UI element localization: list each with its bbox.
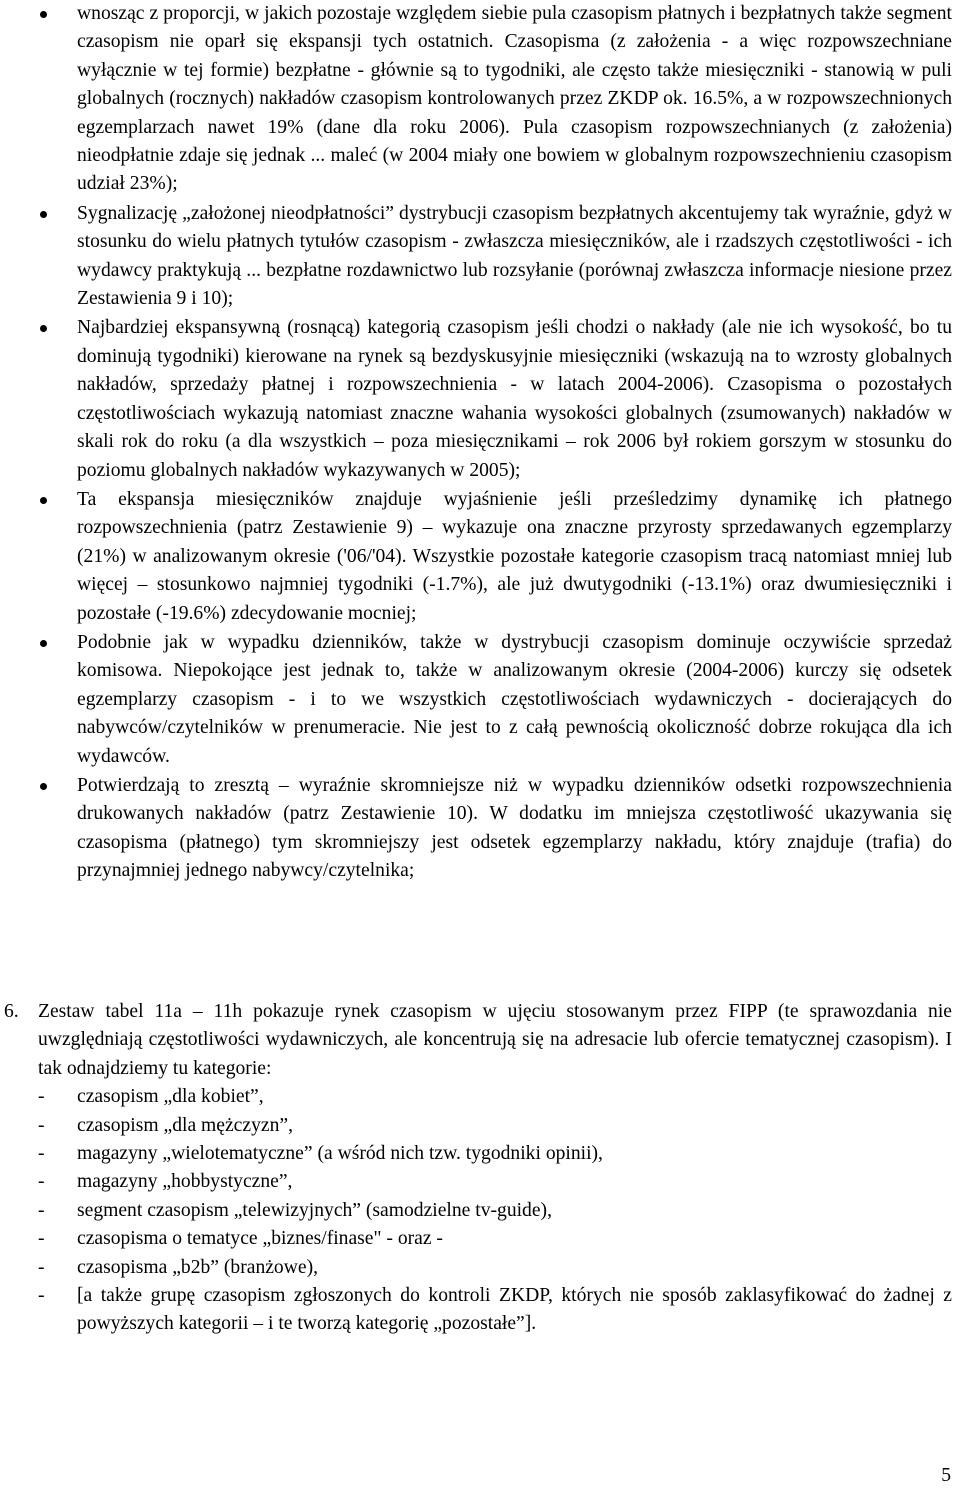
dash-marker: - <box>38 1086 45 1108</box>
list-item <box>0 1112 960 1140</box>
section-intro: Zestaw tabel 11a – 11h pokazuje rynek czasopism w ujęciu stosowanym przez FIPP (te sprawozdania nie uwzględniają częstotliwości wydawniczych, ale koncentrują się na adresacie lub ofercie tematycznej czasopism). I tak odnajdziemy tu kategorie: <box>38 1001 952 1079</box>
dash-marker: - <box>38 1199 45 1221</box>
category-text: magazyny „wielotematyczne” (a wśród nich tzw. tygodniki opinii), <box>77 1143 603 1165</box>
bullet-text: Podobnie jak w wypadku dzienników, także w dystrybucji czasopism dominuje oczywiście sprzedaż komisowa. Niepokojące jest jednak to, także w analizowanym okresie (2004-2006) kurczy się odsetek egzemplarzy czasopism - i to we wszystkich częstotliwościach wydawniczych - docierających do nabywców/czytelników w prenumeracie. Nie jest to z całą pewnością okoliczność dobrze rokująca dla ich wydawców. <box>77 631 952 767</box>
bullet-text: Ta ekspansja miesięczników znajduje wyjaśnienie jeśli prześledzimy dynamikę ich płatnego rozpowszechnienia (patrz Zestawienie 9) – wykazuje ona znaczne przyrosty sprzedawanych egzemplarzy (21%) w analizowanym okresie ('06/'04). Wszystkie pozostałe kategorie czasopism tracą natomiast mniej lub więcej – stosunkowo najmniej tygodniki (-1.7%), ale już dwutygodniki (-13.1%) oraz dwumiesięczniki i pozostałe (-19.6%) zdecydowanie mocniej; <box>77 488 952 624</box>
category-text: segment czasopism „telewizyjnych” (samodzielne tv-guide), <box>77 1199 552 1221</box>
list-item <box>0 1140 960 1168</box>
category-text: [a także grupę czasopism zgłoszonych do kontroli ZKDP, których nie sposób zaklasyfikować do żadnej z powyższych kategorii – i te tworzą kategorię „pozostałe”]. <box>77 1285 952 1335</box>
category-text: czasopisma „b2b” (branżowe), <box>77 1256 318 1278</box>
section-6 <box>0 998 960 1339</box>
category-text: czasopisma o tematyce „biznes/finase" - oraz - <box>77 1228 443 1250</box>
dash-marker: - <box>38 1228 45 1250</box>
category-list <box>0 1083 960 1339</box>
list-item <box>0 629 960 771</box>
list-item <box>0 0 960 199</box>
bullet-text: Potwierdzają to zresztą – wyraźnie skromniejsze niż w wypadku dzienników odsetki rozpowszechnienia drukowanych nakładów (patrz Zestawienie 10). W dodatku im mniejsza częstotliwość ukazywania się czasopisma (płatnego) tym skromniejszy jest odsetek egzemplarzy nakładu, który znajduje (trafia) do przynajmniej jednego nabywcy/czytelnika; <box>77 774 952 882</box>
page-number: 5 <box>941 1465 951 1486</box>
category-text: czasopism „dla mężczyzn”, <box>77 1114 293 1136</box>
dash-marker: - <box>38 1256 45 1278</box>
bullet-icon <box>40 11 47 18</box>
bullet-icon <box>40 640 47 647</box>
list-item <box>0 1282 960 1339</box>
dash-marker: - <box>38 1285 45 1307</box>
list-item <box>0 200 960 314</box>
bullet-text: Najbardziej ekspansywną (rosnącą) kategorią czasopism jeśli chodzi o nakłady (ale nie ich wysokość, bo tu dominują tygodniki) kierowane na rynek są bezdyskusyjnie miesięczniki (wskazują na to wzrosty globalnych nakładów, sprzedaży płatnej i rozpowszechnienia - w latach 2004-2006). Czasopisma o pozostałych częstotliwościach wykazują natomiast znaczne wahania wysokości globalnych (zsumowanych) nakładów w skali rok do roku (a dla wszystkich – poza miesięcznikami – rok 2006 był rokiem gorszym w stosunku do poziomu globalnych nakładów wykazywanych w 2005); <box>77 317 952 481</box>
category-text: czasopism „dla kobiet”, <box>77 1086 264 1108</box>
bullet-icon <box>40 497 47 504</box>
bullet-text: Sygnalizację „założonej nieodpłatności” dystrybucji czasopism bezpłatnych akcentujemy tak wyraźnie, gdyż w stosunku do wielu płatnych tytułów czasopism - zwłaszcza miesięczników, ale i rzadszych częstotliwości - ich wydawcy praktykują ... bezpłatne rozdawnictwo lub rozsyłanie (porównaj zwłaszcza informacje niesione przez Zestawienia 9 i 10); <box>77 202 952 310</box>
list-item <box>0 1225 960 1253</box>
list-item <box>0 486 960 628</box>
dash-marker: - <box>38 1143 45 1165</box>
dash-marker: - <box>38 1171 45 1193</box>
bullet-icon <box>40 325 47 332</box>
list-item <box>0 1083 960 1111</box>
list-item <box>0 1197 960 1225</box>
list-item <box>0 1168 960 1196</box>
category-text: magazyny „hobbystyczne”, <box>77 1171 293 1193</box>
section-number: 6. <box>4 1001 19 1022</box>
bullet-icon <box>40 783 47 790</box>
list-item <box>0 314 960 484</box>
bullet-icon <box>40 211 47 218</box>
list-item <box>0 772 960 886</box>
bullet-text: wnosząc z proporcji, w jakich pozostaje względem siebie pula czasopism płatnych i bezpłatnych także segment czasopism nie oparł się ekspansji tych ostatnich. Czasopisma (z założenia - a więc rozpowszechniane wyłącznie w tej formie) bezpłatne - głównie są to tygodniki, ale często także miesięczniki - stanowią w puli globalnych (rocznych) nakładów czasopism kontrolowanych przez ZKDP ok. 16.5%, a w rozpowszechnionych egzemplarzach nawet 19% (dane dla roku 2006). Pula czasopism rozpowszechnianych (z założenia) nieodpłatnie zdaje się jednak ... maleć (w 2004 miały one bowiem w globalnym rozpowszechnieniu czasopism udział 23%); <box>77 3 952 195</box>
list-item <box>0 1254 960 1282</box>
dash-marker: - <box>38 1114 45 1136</box>
